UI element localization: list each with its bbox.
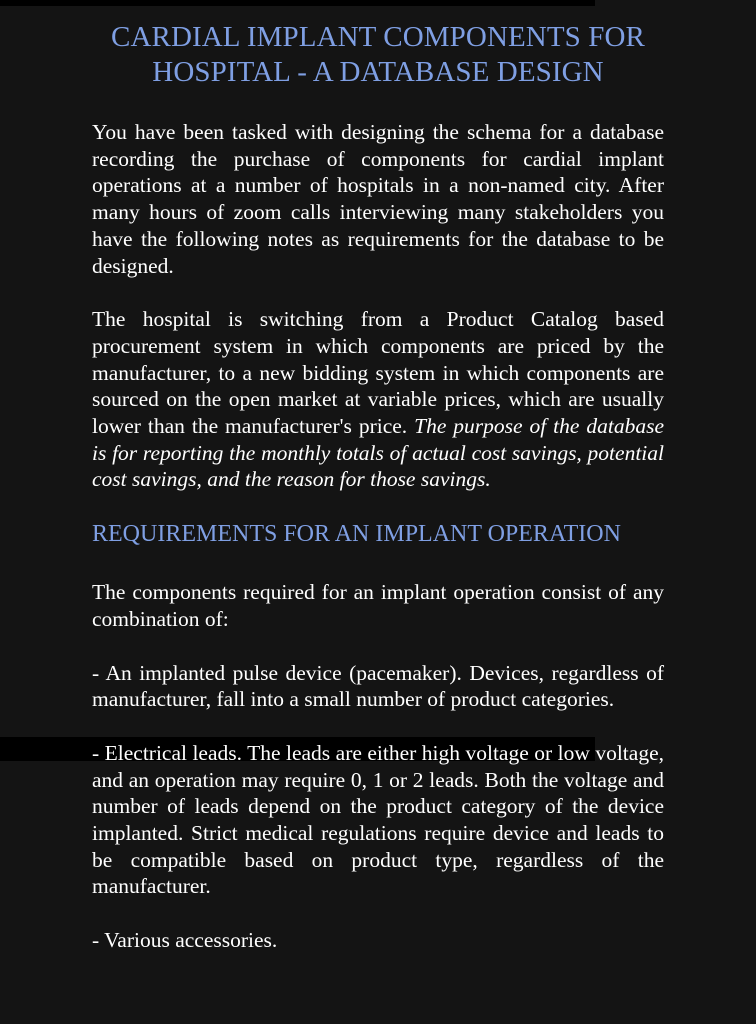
components-intro-paragraph: The components required for an implant operation consist of any combination of: (92, 580, 664, 631)
purpose-statement: The purpose of the database is for reporting the monthly totals of actual cost savings, potential cost savings, and the reason for those savings. (92, 414, 665, 492)
list-item-accessories: - Various accessories. (92, 928, 278, 953)
procurement-paragraph (92, 306, 664, 493)
top-black-band (0, 0, 595, 6)
list-item-pulse-device: - An implanted pulse device (pacemaker). Devices, regardless of manufacturer, fall into a small number of product categories. (92, 660, 664, 712)
list-item-electrical-leads: - Electrical leads. The leads are either high voltage or low voltage, and an operation may require 0, 1 or 2 leads. Both the voltage and number of leads depend on the product category of the device implanted. Strict medical regulations require device and leads to be compatible based on product type, regardless of the manufacturer. (92, 740, 664, 899)
intro-paragraph: You have been tasked with designing the schema for a database recording the purchase of components for cardial implant operations at a number of hospitals in a non-named city. After many hours of zoom calls interviewing many stakeholders you have the following notes as requirements for the database to be designed. (92, 120, 664, 278)
procurement-text: The hospital is switching from a Product Catalog based procurement system in which components are priced by the manufacturer, to a new bidding system in which components are sourced on the open market at variable prices, which are usually lower than the manufacturer's price. (92, 307, 664, 439)
document-page (92, 20, 664, 954)
section-heading: REQUIREMENTS FOR AN IMPLANT OPERATION (92, 521, 621, 548)
document-title: CARDIAL IMPLANT COMPONENTS FOR HOSPITAL - A DATABASE DESIGN (111, 21, 645, 88)
